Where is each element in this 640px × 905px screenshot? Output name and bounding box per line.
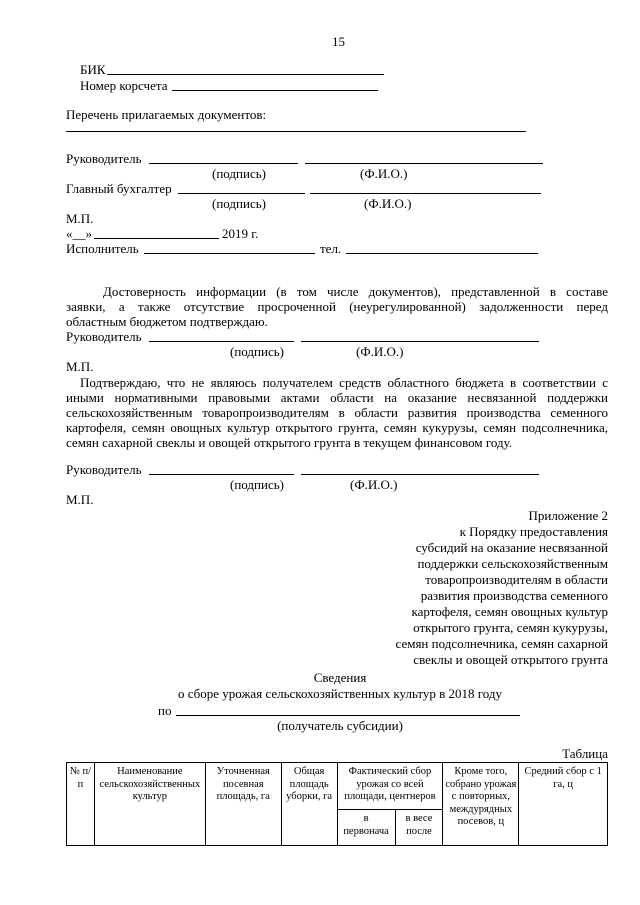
- appendix-line: семян подсолнечника, семян сахарной: [395, 636, 608, 651]
- appendix-line: поддержки сельскохозяйственным: [417, 556, 608, 571]
- recipient-by-label: по: [158, 703, 172, 718]
- declaration-paragraph-line: сельскохозяйственным товаропроизводителям в области развития производства семенного: [66, 405, 608, 420]
- col-header-average: Средний сбор с 1 га, ц: [519, 763, 608, 846]
- head-fio-field-2[interactable]: [301, 341, 539, 342]
- head-fio-caption-2: (Ф.И.О.): [356, 344, 404, 359]
- col-header-harvest-area: Общая площадь уборки, га: [281, 763, 337, 846]
- appendix-line: субсидий на оказание несвязанной: [415, 540, 608, 555]
- table-label: Таблица: [562, 746, 608, 761]
- corr-account-field[interactable]: [172, 90, 378, 91]
- appendix-line: товаропроизводителям в области: [425, 572, 608, 587]
- info-subtitle: о сборе урожая сельскохозяйственных культур в 2018 году: [177, 686, 503, 701]
- head-fio-field-3[interactable]: [301, 474, 539, 475]
- harvest-table: [66, 762, 608, 846]
- accountant-fio-caption: (Ф.И.О.): [364, 196, 412, 211]
- col-header-actual-initial: в первонача: [337, 810, 395, 846]
- stamp-place-label: М.П.: [66, 211, 94, 226]
- executor-label: Исполнитель: [66, 241, 139, 256]
- head-label-3: Руководитель: [66, 462, 142, 477]
- phone-label: тел.: [320, 241, 342, 256]
- col-header-area: Уточненная посевная площадь, га: [205, 763, 281, 846]
- confirm-paragraph-line: заявки, а также отсутствие просроченной (неурегулированной) задолженности перед: [66, 299, 608, 314]
- declaration-paragraph-line: картофеля, семян овощных культур открытого грунта, семян кукурузы, семян подсолнечника,: [66, 420, 608, 435]
- phone-field[interactable]: [346, 253, 538, 254]
- documents-label: Перечень прилагаемых документов:: [66, 107, 267, 122]
- head-signature-field-3[interactable]: [149, 474, 294, 475]
- documents-field[interactable]: [66, 131, 526, 132]
- appendix-line: открытого грунта, семян кукурузы,: [413, 620, 608, 635]
- head-label: Руководитель: [66, 151, 142, 166]
- corr-account-label: Номер корсчета: [80, 78, 168, 93]
- confirm-paragraph-line: Достоверность информации (в том числе документов), представленной в составе: [103, 284, 608, 299]
- head-fio-field[interactable]: [305, 163, 543, 164]
- bik-field[interactable]: [107, 74, 384, 75]
- col-header-num: № п/п: [67, 763, 95, 846]
- accountant-signature-caption: (подпись): [212, 196, 266, 211]
- executor-field[interactable]: [144, 253, 315, 254]
- col-header-actual-weight: в весе после: [395, 810, 443, 846]
- date-open: «__»: [66, 226, 92, 241]
- accountant-label: Главный бухгалтер: [66, 181, 172, 196]
- head-signature-caption: (подпись): [212, 166, 266, 181]
- head-fio-caption: (Ф.И.О.): [360, 166, 408, 181]
- head-signature-field-2[interactable]: [149, 341, 294, 342]
- appendix-line: Приложение 2: [528, 508, 608, 523]
- appendix-line: картофеля, семян овощных культур: [411, 604, 608, 619]
- appendix-line: развития производства семенного: [420, 588, 608, 603]
- col-header-actual: Фактический сбор урожая со всей площади, центнеров: [337, 763, 443, 810]
- page-number: 15: [332, 34, 345, 49]
- confirm-paragraph-line: областным бюджетом подтверждаю.: [66, 314, 268, 329]
- head-signature-caption-3: (подпись): [230, 477, 284, 492]
- date-year: 2019 г.: [222, 226, 259, 241]
- declaration-paragraph-line: семян сахарной свеклы и овощей открытого грунта в текущем финансовом году.: [66, 435, 513, 450]
- info-title: Сведения: [313, 670, 367, 685]
- declaration-paragraph-line: Подтверждаю, что не являюсь получателем средств областного бюджета в соответствии с: [80, 375, 608, 390]
- appendix-line: свеклы и овощей открытого грунта: [413, 652, 608, 667]
- accountant-fio-field[interactable]: [310, 193, 541, 194]
- stamp-place-label-2: М.П.: [66, 359, 94, 374]
- accountant-signature-field[interactable]: [178, 193, 305, 194]
- date-field[interactable]: [94, 238, 219, 239]
- appendix-line: к Порядку предоставления: [459, 524, 608, 539]
- bik-label: БИК: [80, 62, 106, 77]
- recipient-caption: (получатель субсидии): [277, 718, 403, 733]
- declaration-paragraph-line: иными нормативными правовыми актами области на оказание несвязанной поддержки: [66, 390, 608, 405]
- col-header-crop: Наименование сельскохозяйственных культур: [94, 763, 205, 846]
- head-signature-field[interactable]: [149, 163, 298, 164]
- stamp-place-label-3: М.П.: [66, 492, 94, 507]
- head-signature-caption-2: (подпись): [230, 344, 284, 359]
- head-label-2: Руководитель: [66, 329, 142, 344]
- head-fio-caption-3: (Ф.И.О.): [350, 477, 398, 492]
- recipient-field[interactable]: [176, 715, 520, 716]
- col-header-additional: Кроме того, собрано урожая с повторных, междурядных посевов, ц: [443, 763, 519, 846]
